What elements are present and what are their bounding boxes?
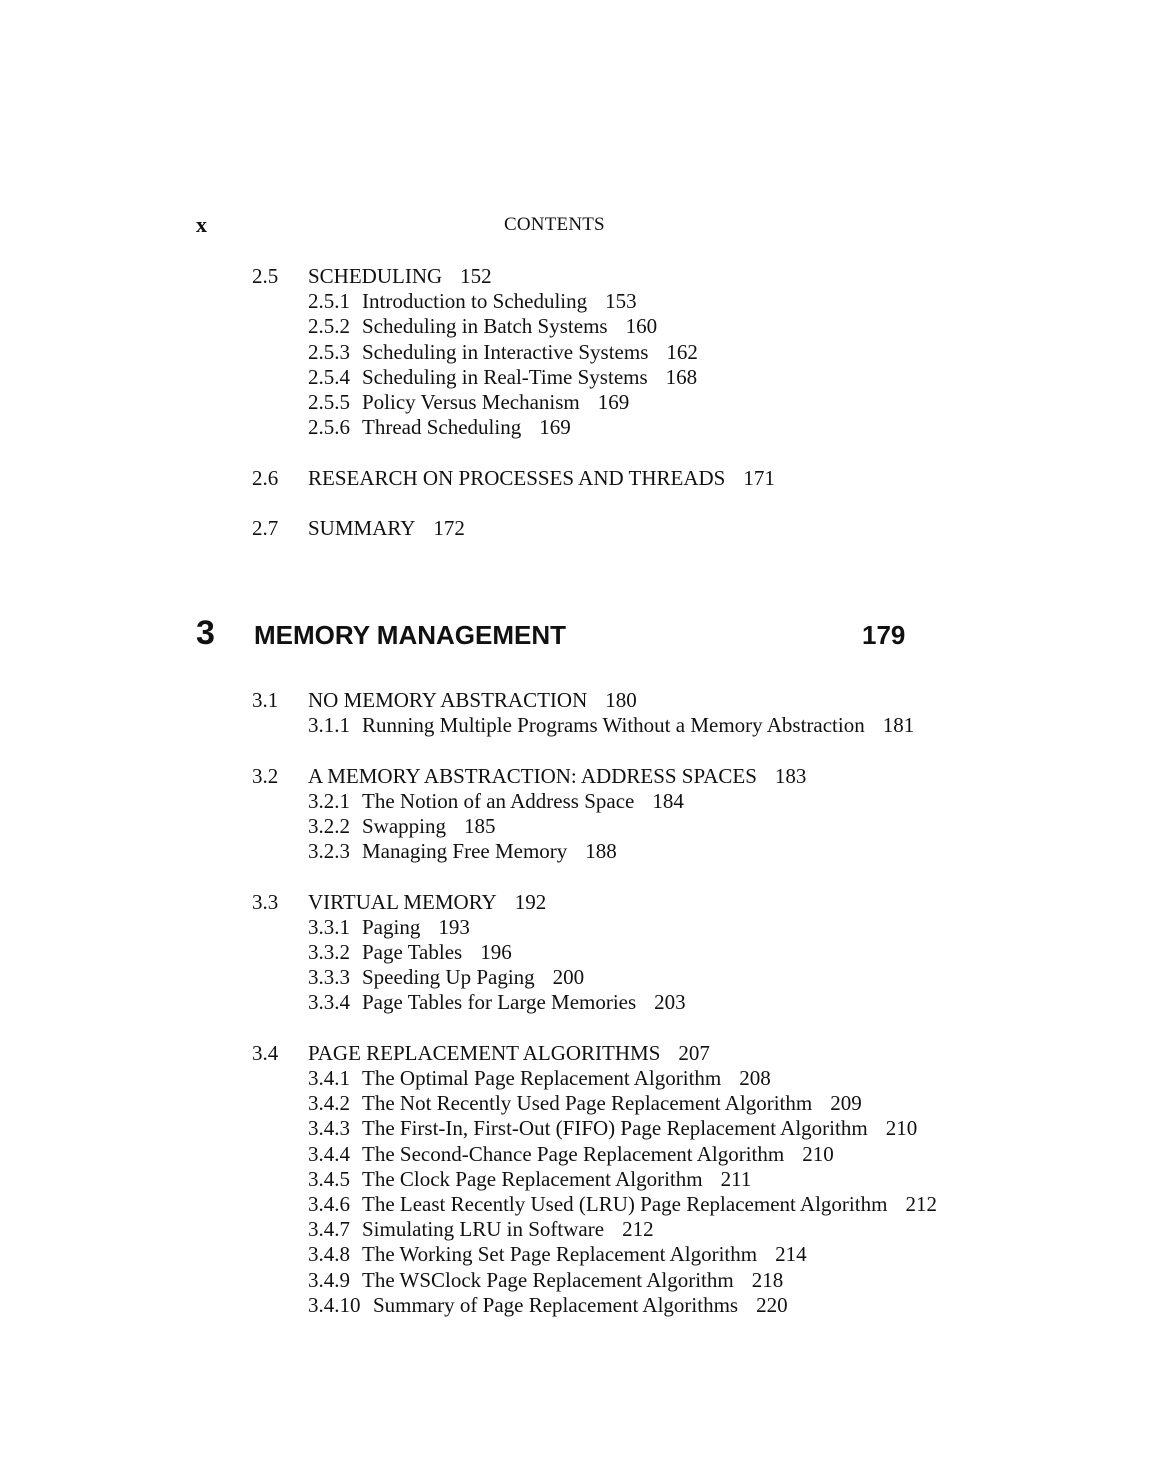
- section-page: 172: [433, 516, 465, 540]
- section-page: 171: [743, 465, 775, 490]
- subsection-number: 3.4.6: [308, 1192, 350, 1216]
- toc-subsection-entry[interactable]: [0, 1192, 1164, 1217]
- subsection-page: 162: [666, 339, 698, 364]
- toc-subsection-entry[interactable]: [0, 1167, 1164, 1192]
- subsection-page: 160: [625, 314, 658, 339]
- section-title: SUMMARY 172: [308, 516, 465, 540]
- subsection-number: 3.4.8: [308, 1242, 350, 1267]
- toc-subsection-entry[interactable]: [0, 1066, 1164, 1091]
- subsection-title: Scheduling in Real-Time Systems 168: [362, 364, 698, 389]
- toc-subsection-entry[interactable]: [0, 415, 1164, 440]
- section-title: SCHEDULING 152: [308, 264, 492, 288]
- subsection-number: 3.4.7: [308, 1217, 350, 1242]
- subsection-number: 3.1.1: [308, 713, 350, 738]
- subsection-page: 169: [539, 415, 571, 440]
- subsection-title: Swapping 185: [362, 814, 496, 838]
- toc-section-entry[interactable]: [0, 890, 1164, 915]
- subsection-title: The Not Recently Used Page Replacement Algorithm 209: [362, 1091, 862, 1116]
- subsection-page: 184: [652, 788, 684, 813]
- toc-subsection-entry[interactable]: [0, 1268, 1164, 1293]
- section-title: NO MEMORY ABSTRACTION 180: [308, 688, 637, 712]
- subsection-number: 3.4.4: [308, 1141, 350, 1166]
- subsection-page: 200: [552, 965, 585, 990]
- subsection-page: 168: [665, 364, 698, 389]
- subsection-page: 210: [885, 1116, 918, 1141]
- subsection-title: Scheduling in Batch Systems 160: [362, 314, 658, 339]
- toc-subsection-entry[interactable]: [0, 1242, 1164, 1267]
- subsection-page: 218: [751, 1267, 784, 1292]
- section-title: A MEMORY ABSTRACTION: ADDRESS SPACES 183: [308, 763, 807, 788]
- subsection-title: Managing Free Memory 188: [362, 839, 617, 864]
- subsection-page: 153: [605, 289, 637, 314]
- subsection-page: 188: [585, 839, 617, 864]
- chapter-heading[interactable]: [0, 614, 1164, 658]
- subsection-title: The Notion of an Address Space 184: [362, 788, 684, 813]
- toc-subsection-entry[interactable]: [0, 1142, 1164, 1167]
- subsection-number: 2.5.2: [308, 314, 350, 339]
- section-page: 192: [514, 889, 547, 914]
- toc-subsection-entry[interactable]: [0, 390, 1164, 415]
- toc-section-entry[interactable]: [0, 466, 1164, 491]
- toc-section-entry[interactable]: [0, 264, 1164, 289]
- subsection-number: 2.5.6: [308, 415, 350, 440]
- subsection-title: The Least Recently Used (LRU) Page Replacement Algorithm 212: [362, 1192, 937, 1216]
- subsection-page: 169: [597, 390, 630, 414]
- toc-subsection-entry[interactable]: [0, 990, 1164, 1015]
- subsection-page: 209: [830, 1091, 862, 1116]
- section-page: 207: [678, 1040, 710, 1065]
- toc-subsection-entry[interactable]: [0, 314, 1164, 339]
- section-title: PAGE REPLACEMENT ALGORITHMS 207: [308, 1040, 710, 1065]
- subsection-page: 212: [905, 1192, 937, 1216]
- running-title: CONTENTS: [504, 214, 605, 235]
- toc-section-entry[interactable]: [0, 1041, 1164, 1066]
- subsection-title: Running Multiple Programs Without a Memory Abstraction 181: [362, 713, 915, 738]
- page-folio: x: [196, 212, 207, 237]
- subsection-page: 210: [802, 1141, 834, 1166]
- toc-subsection-entry[interactable]: [0, 814, 1164, 839]
- subsection-page: 208: [739, 1066, 771, 1090]
- toc-subsection-entry[interactable]: [0, 340, 1164, 365]
- subsection-title: The First-In, First-Out (FIFO) Page Replacement Algorithm 210: [362, 1116, 918, 1141]
- subsection-number: 2.5.3: [308, 339, 350, 364]
- subsection-title: Paging 193: [362, 914, 470, 939]
- subsection-number: 2.5.1: [308, 289, 350, 314]
- section-page: 152: [460, 264, 492, 288]
- subsection-page: 212: [622, 1217, 654, 1242]
- section-number: 3.1: [252, 688, 279, 712]
- toc-subsection-entry[interactable]: [0, 915, 1164, 940]
- subsection-number: 2.5.5: [308, 390, 350, 414]
- subsection-title: Policy Versus Mechanism 169: [362, 390, 630, 414]
- subsection-number: 3.3.3: [308, 965, 350, 990]
- subsection-number: 3.4.3: [308, 1116, 350, 1141]
- toc-subsection-entry[interactable]: [0, 965, 1164, 990]
- subsection-page: 220: [756, 1292, 788, 1317]
- toc-subsection-entry[interactable]: [0, 365, 1164, 390]
- subsection-number: 3.3.2: [308, 940, 350, 964]
- subsection-number: 3.3.4: [308, 990, 350, 1015]
- toc-subsection-entry[interactable]: [0, 289, 1164, 314]
- toc-subsection-entry[interactable]: [0, 1217, 1164, 1242]
- subsection-title: Simulating LRU in Software 212: [362, 1217, 654, 1242]
- section-number: 2.7: [252, 516, 279, 540]
- section-number: 3.2: [252, 763, 279, 788]
- subsection-title: Thread Scheduling 169: [362, 415, 571, 440]
- page-header: [0, 212, 1164, 242]
- subsection-number: 2.5.4: [308, 364, 350, 389]
- subsection-number: 3.3.1: [308, 914, 350, 939]
- section-title: VIRTUAL MEMORY 192: [308, 889, 547, 914]
- subsection-page: 193: [438, 914, 470, 939]
- subsection-title: The Second-Chance Page Replacement Algorithm 210: [362, 1141, 834, 1166]
- subsection-title: Scheduling in Interactive Systems 162: [362, 339, 698, 364]
- toc-subsection-entry[interactable]: [0, 1091, 1164, 1116]
- subsection-page: 214: [775, 1242, 807, 1267]
- toc-subsection-entry[interactable]: [0, 713, 1164, 738]
- subsection-page: 196: [480, 940, 512, 964]
- subsection-title: The Clock Page Replacement Algorithm 211: [362, 1166, 752, 1191]
- subsection-number: 3.4.1: [308, 1066, 350, 1090]
- chapter-title: MEMORY MANAGEMENT: [254, 620, 566, 650]
- subsection-number: 3.2.1: [308, 788, 350, 813]
- subsection-title: Speeding Up Paging 200: [362, 965, 585, 990]
- subsection-title: The Optimal Page Replacement Algorithm 208: [362, 1066, 771, 1090]
- subsection-page: 181: [882, 713, 915, 738]
- section-number: 2.6: [252, 465, 279, 490]
- subsection-page: 211: [720, 1166, 752, 1191]
- toc-section-entry[interactable]: [0, 688, 1164, 713]
- subsection-number: 3.2.3: [308, 839, 350, 864]
- section-number: 3.3: [252, 889, 279, 914]
- subsection-title: Page Tables 196: [362, 940, 512, 964]
- section-title: RESEARCH ON PROCESSES AND THREADS 171: [308, 465, 775, 490]
- subsection-number: 3.4.5: [308, 1166, 350, 1191]
- subsection-title: The WSClock Page Replacement Algorithm 218: [362, 1267, 784, 1292]
- chapter-page: 179: [862, 620, 906, 650]
- chapter-number: 3: [196, 614, 215, 652]
- subsection-page: 185: [464, 814, 496, 838]
- section-page: 183: [774, 763, 807, 788]
- subsection-title: Page Tables for Large Memories 203: [362, 990, 686, 1015]
- section-number: 3.4: [252, 1040, 279, 1065]
- subsection-title: Introduction to Scheduling 153: [362, 289, 637, 314]
- subsection-number: 3.4.10: [308, 1292, 361, 1317]
- toc-subsection-entry[interactable]: [0, 789, 1164, 814]
- toc-section-entry[interactable]: [0, 516, 1164, 541]
- toc-section-entry[interactable]: [0, 764, 1164, 789]
- subsection-number: 3.4.2: [308, 1091, 350, 1116]
- toc-subsection-entry[interactable]: [0, 839, 1164, 864]
- toc-subsection-entry[interactable]: [0, 940, 1164, 965]
- subsection-number: 3.4.9: [308, 1267, 350, 1292]
- toc-subsection-entry[interactable]: [0, 1293, 1164, 1318]
- subsection-number: 3.2.2: [308, 814, 350, 838]
- subsection-title: Summary of Page Replacement Algorithms 220: [373, 1292, 788, 1317]
- subsection-page: 203: [654, 990, 686, 1015]
- section-number: 2.5: [252, 264, 279, 288]
- subsection-title: The Working Set Page Replacement Algorithm 214: [362, 1242, 807, 1267]
- toc-subsection-entry[interactable]: [0, 1116, 1164, 1141]
- section-page: 180: [605, 688, 637, 712]
